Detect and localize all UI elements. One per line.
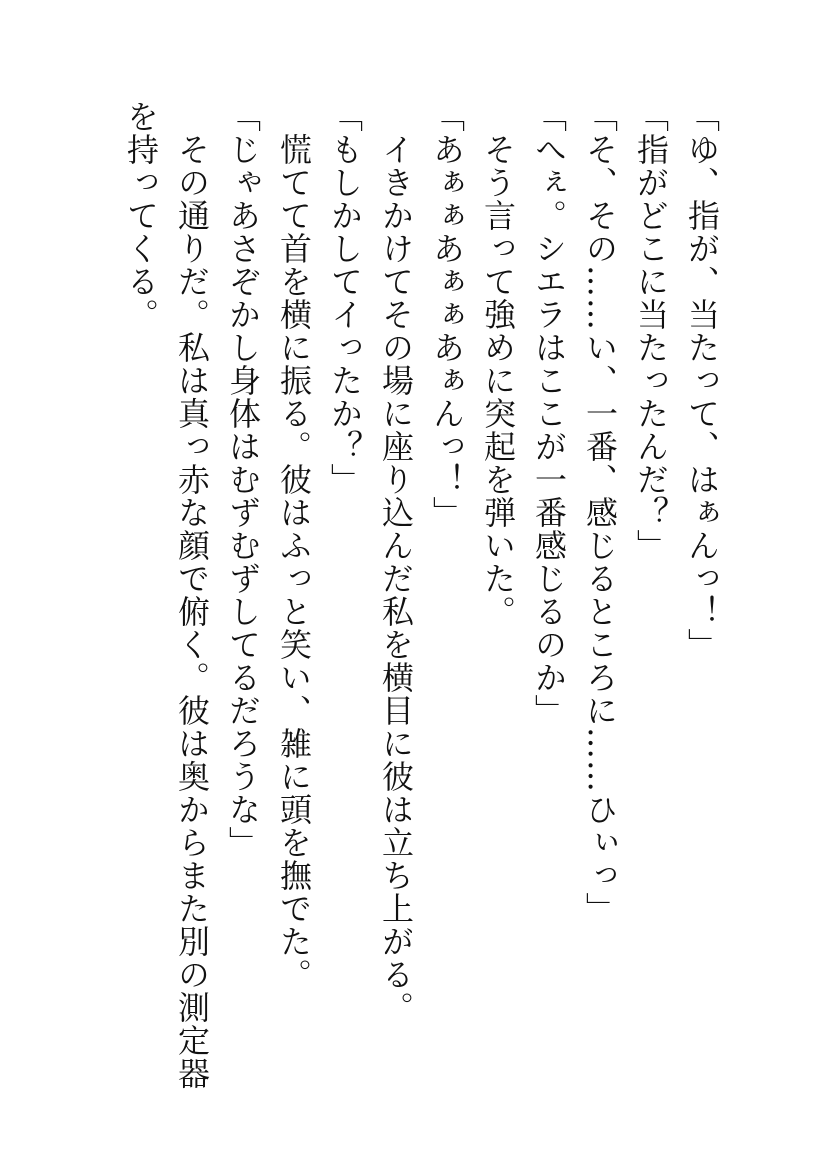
text-line: そう言って強めに突起を弾いた。 [479, 100, 517, 628]
text-line: 「指がどこに当たったんだ？」 [632, 100, 670, 562]
text-line: 慌てて首を横に振る。彼はふっと笑い、雑に頭を撫でた。 [275, 100, 313, 991]
text-line: 「あぁぁあぁぁあぁんっ！」 [428, 100, 466, 529]
text-line: 「へぇ。シエラはここが一番感じるのか」 [530, 100, 568, 727]
text-line: イきかけてその場に座り込んだ私を横目に彼は立ち上がる。 [377, 100, 415, 1024]
text-line: 「ゆ、指が、当たって、はぁんっ！」 [683, 100, 721, 661]
vertical-text-body [115, 100, 727, 1100]
text-line: 「もしかしてイったか？」 [326, 100, 364, 496]
text-line: その通りだ。私は真っ赤な顔で俯く。彼は奥からまた別の測定器を持ってくる。 [122, 100, 211, 1090]
text-line: 「そ、その……い、一番、感じるところに……ひぃっ」 [581, 100, 619, 925]
text-line: 「じゃあさぞかし身体はむずむずしてるだろうな」 [224, 100, 262, 859]
